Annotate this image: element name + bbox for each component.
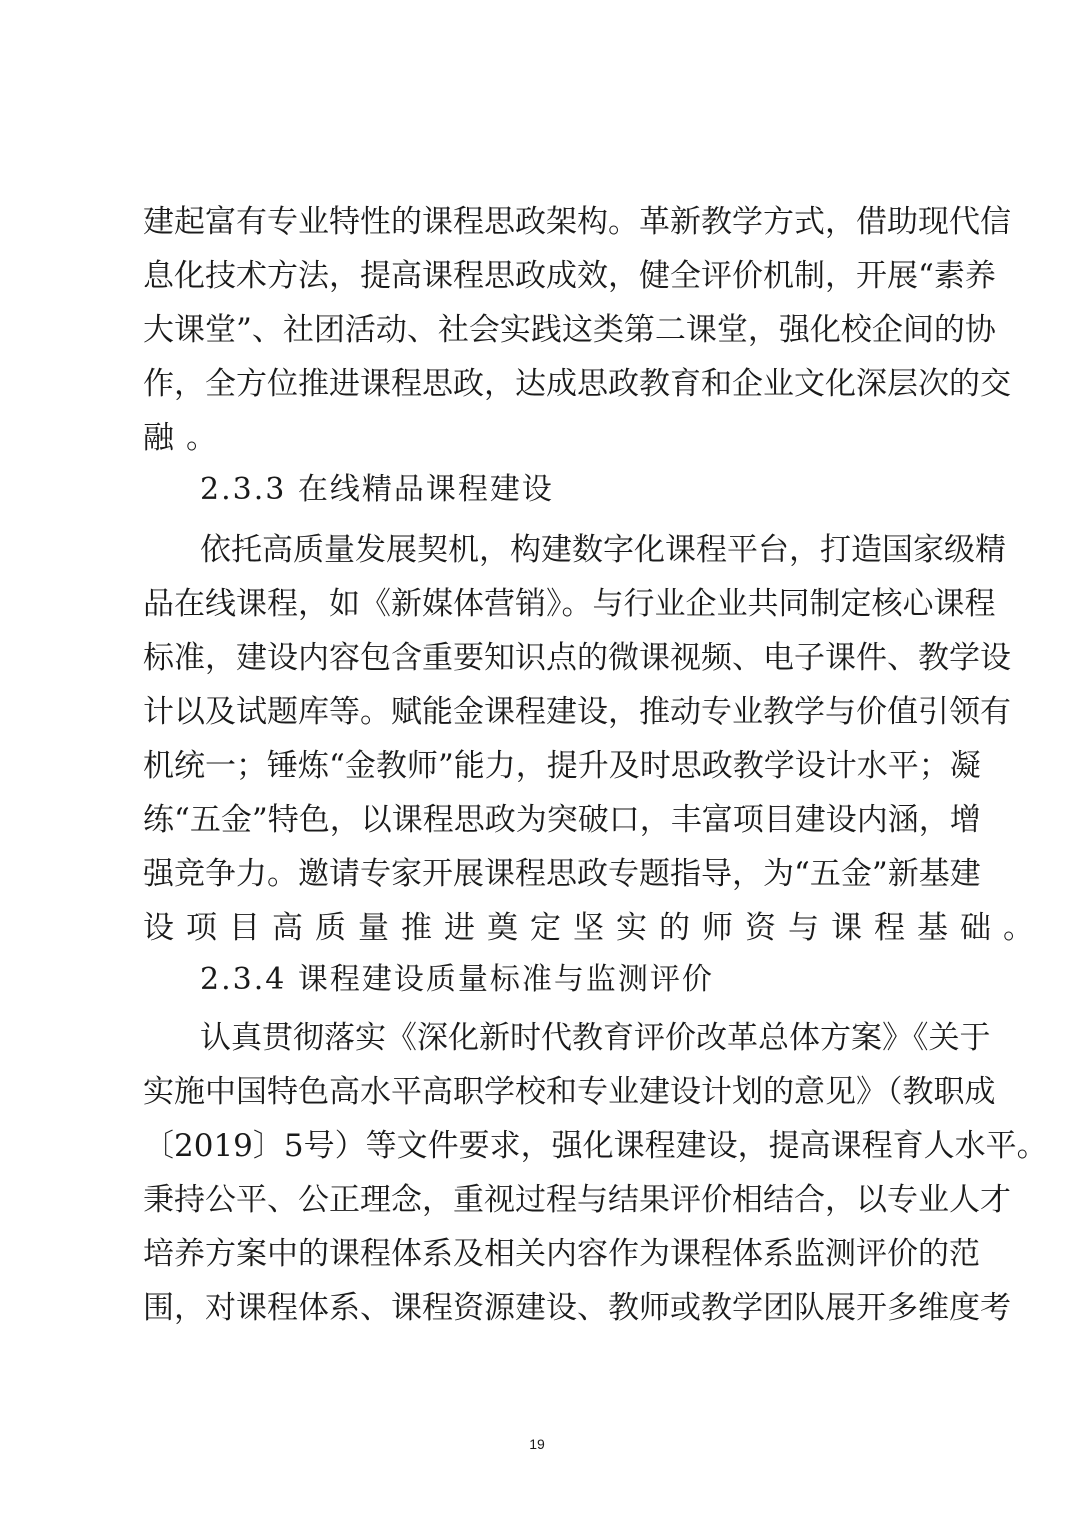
text-line: 认真贯彻落实《深化新时代教育评价改革总体方案》《关于 xyxy=(200,1020,991,1056)
text-line: 培养方案中的课程体系及相关内容作为课程体系监测评价的范 xyxy=(143,1236,980,1272)
text-line: 息化技术方法，提高课程思政成效，健全评价机制，开展“素养 xyxy=(143,258,996,294)
text-line: 大课堂”、社团活动、社会实践这类第二课堂，强化校企间的协 xyxy=(143,312,996,348)
text-line: 〔2019〕5号）等文件要求，强化课程建设，提高课程育人水平。 xyxy=(143,1128,1048,1164)
text-line: 作，全方位推进课程思政，达成思政教育和企业文化深层次的交 xyxy=(143,366,1011,402)
page-number: 19 xyxy=(529,1436,545,1452)
section-heading-2-3-3: 2.3.3 在线精品课程建设 xyxy=(200,472,554,507)
text-line: 标准，建设内容包含重要知识点的微课视频、电子课件、教学设 xyxy=(143,640,1011,676)
text-line: 实施中国特色高水平高职学校和专业建设计划的意见》（教职成 xyxy=(143,1074,996,1110)
text-line: 设项目高质量推进奠定坚实的师资与课程基础。 xyxy=(143,910,1046,946)
text-line: 秉持公平、公正理念，重视过程与结果评价相结合，以专业人才 xyxy=(143,1182,1011,1218)
text-line: 品在线课程，如《新媒体营销》。与行业企业共同制定核心课程 xyxy=(143,586,996,622)
text-line: 融。 xyxy=(143,420,229,456)
text-line: 建起富有专业特性的课程思政架构。革新教学方式，借助现代信 xyxy=(143,204,1011,240)
text-line: 机统一；锤炼“金教师”能力，提升及时思政教学设计水平；凝 xyxy=(143,748,981,784)
text-line: 练“五金”特色，以课程思政为突破口，丰富项目建设内涵，增 xyxy=(143,802,981,838)
section-heading-2-3-4: 2.3.4 课程建设质量标准与监测评价 xyxy=(200,962,714,997)
text-line: 依托高质量发展契机，构建数字化课程平台，打造国家级精 xyxy=(200,532,1006,568)
text-line: 强竞争力。邀请专家开展课程思政专题指导，为“五金”新基建 xyxy=(143,856,981,892)
text-line: 计以及试题库等。赋能金课程建设，推动专业教学与价值引领有 xyxy=(143,694,1011,730)
text-line: 围，对课程体系、课程资源建设、教师或教学团队展开多维度考 xyxy=(143,1290,1011,1326)
